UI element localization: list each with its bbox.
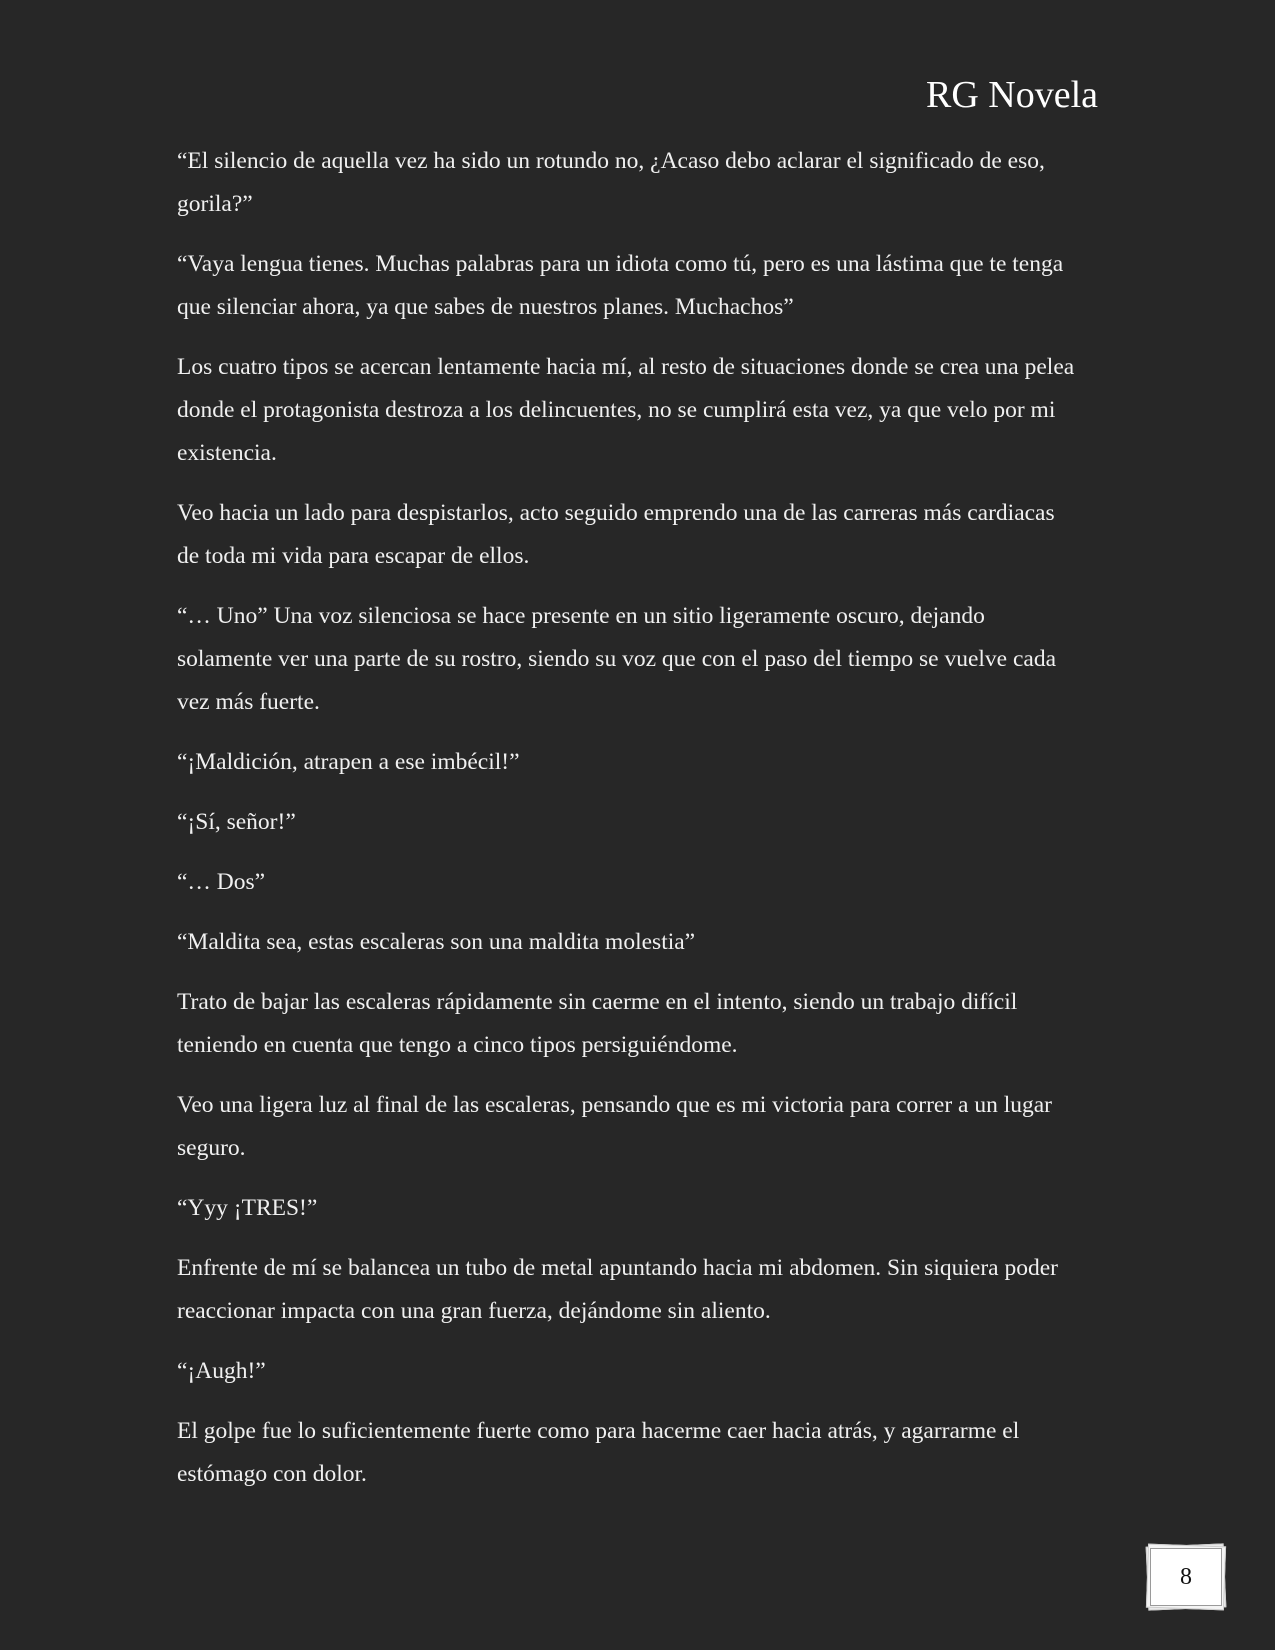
paragraph: “¡Augh!”	[177, 1358, 266, 1384]
running-header-title: RG Novela	[925, 74, 1098, 116]
page-body	[177, 140, 1082, 1513]
paragraph: “¡Maldición, atrapen a ese imbécil!”	[177, 749, 520, 775]
paragraph: Veo hacia un lado para despistarlos, acto seguido emprendo una de las carreras más cardiacas de toda mi vida para escapar de ellos.	[177, 500, 1055, 569]
paragraph: “Vaya lengua tienes. Muchas palabras para un idiota como tú, pero es una lástima que te tenga que silenciar ahora, ya que sabes de nuestros planes. Muchachos”	[177, 251, 1064, 320]
paragraph: “… Uno” Una voz silenciosa se hace presente en un sitio ligeramente oscuro, dejando solamente ver una parte de su rostro, siendo su voz que con el paso del tiempo se vuelve cada vez más fuerte.	[177, 603, 1057, 715]
page-number: 8	[1180, 1564, 1192, 1590]
paragraph: “Maldita sea, estas escaleras son una maldita molestia”	[177, 929, 696, 955]
paragraph: Enfrente de mí se balancea un tubo de metal apuntando hacia mi abdomen. Sin siquiera poder reaccionar impacta con una gran fuerza, dejándome sin aliento.	[177, 1255, 1058, 1324]
paragraph: “Yyy ¡TRES!”	[177, 1195, 318, 1221]
paragraph: Veo una ligera luz al final de las escaleras, pensando que es mi victoria para correr a un lugar seguro.	[177, 1092, 1052, 1161]
paragraph: “… Dos”	[177, 869, 266, 895]
paragraph: “El silencio de aquella vez ha sido un rotundo no, ¿Acaso debo aclarar el significado de eso, gorila?”	[177, 148, 1045, 217]
paragraph: “¡Sí, señor!”	[177, 809, 296, 835]
paragraph: El golpe fue lo suficientemente fuerte como para hacerme caer hacia atrás, y agarrarme el estómago con dolor.	[177, 1418, 1020, 1487]
page-number-box	[1147, 1545, 1225, 1609]
paragraph: Los cuatro tipos se acercan lentamente hacia mí, al resto de situaciones donde se crea una pelea donde el protagonista destroza a los delincuentes, no se cumplirá esta vez, ya que velo por mi existencia.	[177, 354, 1075, 466]
paragraph: Trato de bajar las escaleras rápidamente sin caerme en el intento, siendo un trabajo difícil teniendo en cuenta que tengo a cinco tipos persiguiéndome.	[177, 989, 1018, 1058]
